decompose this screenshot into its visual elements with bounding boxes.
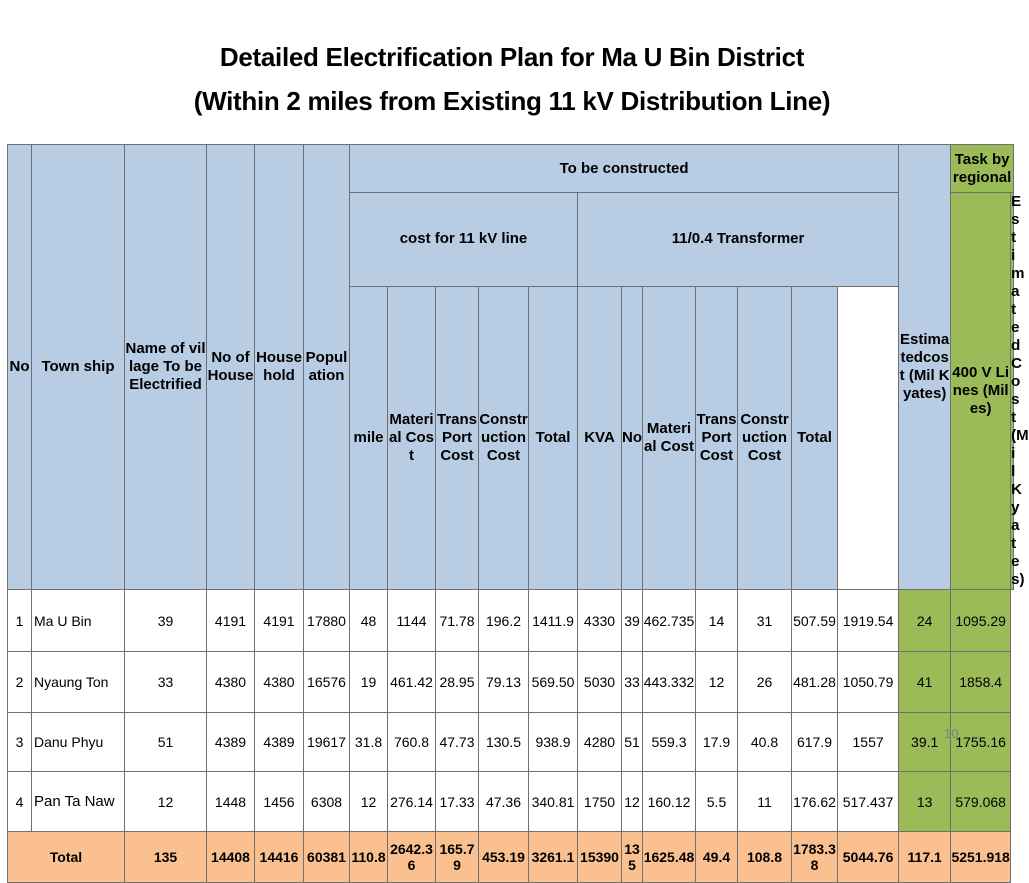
header-household: House hold xyxy=(255,145,304,590)
cell-kva: 4280 xyxy=(578,713,622,772)
total-villages: 135 xyxy=(125,832,207,883)
cell-total: 938.9 xyxy=(529,713,578,772)
total-transformer-construction: 108.8 xyxy=(738,832,792,883)
cell-transformer-construction: 11 xyxy=(738,772,792,832)
total-mile: 110.8 xyxy=(350,832,388,883)
total-transformer-total: 1783.38 xyxy=(792,832,838,883)
cell-township: Pan Ta Naw xyxy=(32,772,125,832)
total-transport-cost: 165.79 xyxy=(436,832,479,883)
cell-villages: 51 xyxy=(125,713,207,772)
cell-kva: 4330 xyxy=(578,590,622,652)
header-total: Total xyxy=(529,286,578,589)
header-population: Population xyxy=(304,145,350,590)
cell-transport-cost: 71.78 xyxy=(436,590,479,652)
header-material-cost: Material Cost xyxy=(388,286,436,589)
cell-transformer-total: 481.28 xyxy=(792,652,838,713)
total-population: 60381 xyxy=(304,832,350,883)
cell-transformer-total: 507.59 xyxy=(792,590,838,652)
cell-transformer-material: 462.735 xyxy=(643,590,696,652)
header-transformer-total: Total xyxy=(792,286,838,589)
cell-400v-lines: 24 xyxy=(899,590,951,652)
cell-no: 3 xyxy=(8,713,32,772)
cell-transformer-material: 443.332 xyxy=(643,652,696,713)
cell-no: 1 xyxy=(8,590,32,652)
cell-400v-lines: 41 xyxy=(899,652,951,713)
cell-transformer-construction: 31 xyxy=(738,590,792,652)
cell-total: 1411.9 xyxy=(529,590,578,652)
cell-estimated-cost: 1050.79 xyxy=(838,652,899,713)
slide-subtitle: (Within 2 miles from Existing 11 kV Distribution Line) xyxy=(193,86,831,116)
cell-regional-cost: 579.068 xyxy=(951,772,1011,832)
total-houses: 14408 xyxy=(207,832,255,883)
header-transport-cost: TransPort Cost xyxy=(436,286,479,589)
total-regional-cost: 5251.918 xyxy=(951,832,1011,883)
cell-construction-cost: 196.2 xyxy=(479,590,529,652)
cell-household: 4191 xyxy=(255,590,304,652)
cell-villages: 12 xyxy=(125,772,207,832)
header-transformer-transport-cost: Trans Port Cost xyxy=(696,286,738,589)
cell-no: 4 xyxy=(8,772,32,832)
cell-population: 6308 xyxy=(304,772,350,832)
cell-transformer-transport: 14 xyxy=(696,590,738,652)
electrification-plan-table xyxy=(7,144,1029,883)
cell-transport-cost: 47.73 xyxy=(436,713,479,772)
cell-population: 16576 xyxy=(304,652,350,713)
cell-transformer-material: 559.3 xyxy=(643,713,696,772)
cell-transformer-transport: 17.9 xyxy=(696,713,738,772)
page-number: 10 xyxy=(944,726,959,741)
cell-transport-cost: 17.33 xyxy=(436,772,479,832)
cell-mile: 19 xyxy=(350,652,388,713)
cell-houses: 4389 xyxy=(207,713,255,772)
cell-transformer-no: 39 xyxy=(622,590,643,652)
cell-regional-cost: 1755.16 xyxy=(951,713,1011,772)
cell-villages: 33 xyxy=(125,652,207,713)
cell-total: 569.50 xyxy=(529,652,578,713)
table-row xyxy=(8,772,1014,832)
cell-transformer-no: 12 xyxy=(622,772,643,832)
total-kva: 15390 xyxy=(578,832,622,883)
header-houses: No of House xyxy=(207,145,255,590)
header-cost-11kv-line: cost for 11 kV line xyxy=(350,193,578,287)
cell-household: 4380 xyxy=(255,652,304,713)
total-row xyxy=(8,832,1014,883)
cell-kva: 5030 xyxy=(578,652,622,713)
total-transformer-no: 135 xyxy=(622,832,643,883)
cell-material-cost: 461.42 xyxy=(388,652,436,713)
header-to-be-constructed: To be constructed xyxy=(350,145,899,193)
table-row xyxy=(8,652,1014,713)
header-no: No xyxy=(8,145,32,590)
cell-material-cost: 760.8 xyxy=(388,713,436,772)
total-400v-lines: 117.1 xyxy=(899,832,951,883)
cell-estimated-cost: 1919.54 xyxy=(838,590,899,652)
cell-estimated-cost: 517.437 xyxy=(838,772,899,832)
cell-township: Nyaung Ton xyxy=(32,652,125,713)
header-regional-estimated-cost: EstimatedCost (Mil Kyates) xyxy=(1011,193,1029,588)
cell-no: 2 xyxy=(8,652,32,713)
header-township: Town ship xyxy=(32,145,125,590)
cell-kva: 1750 xyxy=(578,772,622,832)
cell-villages: 39 xyxy=(125,590,207,652)
cell-construction-cost: 130.5 xyxy=(479,713,529,772)
cell-material-cost: 1144 xyxy=(388,590,436,652)
cell-transformer-total: 617.9 xyxy=(792,713,838,772)
cell-regional-cost: 1095.29 xyxy=(951,590,1011,652)
cell-household: 1456 xyxy=(255,772,304,832)
table-row xyxy=(8,713,1014,772)
header-villages: Name of village To be Electrified xyxy=(125,145,207,590)
header-transformer-construction-cost: Construction Cost xyxy=(738,286,792,589)
total-estimated-cost: 5044.76 xyxy=(838,832,899,883)
total-transformer-material: 1625.48 xyxy=(643,832,696,883)
cell-construction-cost: 47.36 xyxy=(479,772,529,832)
total-construction-cost: 453.19 xyxy=(479,832,529,883)
cell-transformer-total: 176.62 xyxy=(792,772,838,832)
cell-transformer-transport: 5.5 xyxy=(696,772,738,832)
total-household: 14416 xyxy=(255,832,304,883)
cell-transformer-material: 160.12 xyxy=(643,772,696,832)
header-kva: KVA xyxy=(578,286,622,589)
total-label: Total xyxy=(8,832,125,883)
cell-400v-lines: 39.1 xyxy=(899,713,951,772)
cell-mile: 12 xyxy=(350,772,388,832)
cell-transformer-construction: 40.8 xyxy=(738,713,792,772)
cell-household: 4389 xyxy=(255,713,304,772)
cell-construction-cost: 79.13 xyxy=(479,652,529,713)
header-transformer-material-cost: Material Cost xyxy=(643,286,696,589)
cell-transformer-no: 33 xyxy=(622,652,643,713)
cell-transformer-no: 51 xyxy=(622,713,643,772)
header-task-by-regional: Task by regional xyxy=(951,145,1014,193)
header-transformer-no: No xyxy=(622,286,643,589)
table-row xyxy=(8,590,1014,652)
cell-houses: 1448 xyxy=(207,772,255,832)
header-400v-lines: 400 V Lines (Miles) xyxy=(951,193,1011,590)
total-transformer-transport: 49.4 xyxy=(696,832,738,883)
cell-mile: 31.8 xyxy=(350,713,388,772)
cell-houses: 4191 xyxy=(207,590,255,652)
cell-population: 19617 xyxy=(304,713,350,772)
header-mile: mile xyxy=(350,286,388,589)
slide-title: Detailed Electrification Plan for Ma U Bin District xyxy=(219,42,805,72)
total-total: 3261.1 xyxy=(529,832,578,883)
cell-mile: 48 xyxy=(350,590,388,652)
header-construction-cost: Construction Cost xyxy=(479,286,529,589)
cell-estimated-cost: 1557 xyxy=(838,713,899,772)
cell-total: 340.81 xyxy=(529,772,578,832)
cell-population: 17880 xyxy=(304,590,350,652)
cell-regional-cost: 1858.4 xyxy=(951,652,1011,713)
header-transformer: 11/0.4 Transformer xyxy=(578,193,899,287)
cell-township: Ma U Bin xyxy=(32,590,125,652)
cell-400v-lines: 13 xyxy=(899,772,951,832)
cell-houses: 4380 xyxy=(207,652,255,713)
cell-transport-cost: 28.95 xyxy=(436,652,479,713)
total-material-cost: 2642.36 xyxy=(388,832,436,883)
header-estimated-cost: Estimatedcost (Mil Kyates) xyxy=(899,145,951,590)
cell-material-cost: 276.14 xyxy=(388,772,436,832)
cell-transformer-construction: 26 xyxy=(738,652,792,713)
cell-township: Danu Phyu xyxy=(32,713,125,772)
cell-transformer-transport: 12 xyxy=(696,652,738,713)
